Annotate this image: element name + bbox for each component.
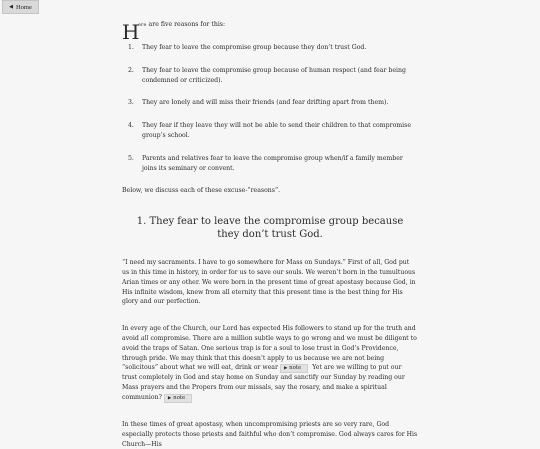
home-button[interactable] bbox=[2, 0, 39, 14]
drop-cap: H bbox=[122, 20, 140, 44]
note-label: note bbox=[173, 394, 186, 401]
list-number: 3. bbox=[128, 99, 134, 107]
paragraph-3: In these times of great apostasy, when uncompromising priests are so very rare, God especially protects those priests and faithful who don’t compromise. God always cares for His Church—His bbox=[122, 420, 418, 448]
intro-smallcaps: ere bbox=[138, 23, 147, 28]
paragraph-2-emphasis: all bbox=[140, 334, 149, 342]
triangle-left-icon: ◀ bbox=[9, 5, 13, 10]
list-item bbox=[122, 154, 418, 174]
list-text: They are lonely and will miss their friends (and fear drifting apart from them). bbox=[142, 99, 389, 107]
list-item bbox=[122, 121, 418, 141]
section-heading: 1. They fear to leave the compromise group because they don’t trust God. bbox=[136, 216, 404, 241]
list-text: Parents and relatives fear to leave the compromise group when/if a family member joins its seminary or convent. bbox=[142, 154, 403, 172]
list-text: They fear to leave the compromise group because they don’t trust God. bbox=[142, 44, 367, 51]
home-button-label: Home bbox=[15, 3, 32, 11]
intro-rest: are five reasons for this: bbox=[146, 21, 226, 28]
list-number: 5. bbox=[128, 154, 134, 162]
paragraph-2-text-c: Yet are we willing to put our trust completely in God and stay home on Sunday and sanctify our Sunday by reading our Mass prayers and the Propers from our missals, say the rosary, and make a spiritual communion? bbox=[122, 364, 405, 401]
note-label: note bbox=[289, 365, 302, 372]
triangle-right-icon: ▶ bbox=[167, 395, 172, 401]
list-number: 2. bbox=[128, 66, 134, 74]
paragraph-2-text-a: In every age of the Church, our Lord has expected His followers to stand up for the truth and avoid bbox=[122, 325, 416, 342]
list-item bbox=[122, 43, 418, 53]
intro bbox=[122, 20, 418, 44]
list-item bbox=[122, 66, 418, 86]
reasons-list bbox=[122, 43, 418, 173]
paragraph-2 bbox=[122, 324, 418, 403]
triangle-right-icon: ▶ bbox=[283, 366, 288, 372]
list-item bbox=[122, 98, 418, 108]
paragraph-2-text-b: compromise. There are a million subtle ways to go wrong and we must be diligent to avoid the traps of Satan. One serious trap is for a soul to lose trust in God’s Providence, through pride. We may think that this doesn’t apply to us because we are not being “solicitous” about what we will eat, drink or wear bbox=[122, 334, 417, 372]
note-button[interactable] bbox=[280, 364, 308, 373]
note-button[interactable] bbox=[164, 394, 192, 403]
list-number: 4. bbox=[128, 122, 134, 130]
paragraph-1: “I need my sacraments. I have to go somewhere for Mass on Sundays.” First of all, God put us in this time in history, in order for us to save our souls. We weren’t born in the tumultuous Arian times or any other. We were born in the present time of great apostasy because God, in His infinite wisdom, knew from all eternity that this present time is the best thing for His glory and our perfection. bbox=[122, 259, 416, 306]
list-number: 1. bbox=[128, 44, 134, 51]
intro-text bbox=[138, 20, 225, 31]
article-column bbox=[122, 0, 418, 449]
list-text: They fear to leave the compromise group because of human respect (and fear being condemned or criticized). bbox=[142, 66, 406, 84]
list-text: They fear if they leave they will not be able to send their children to that compromise group’s school. bbox=[142, 122, 411, 139]
below-text: Below, we discuss each of these excuse-“reasons”. bbox=[122, 187, 281, 195]
